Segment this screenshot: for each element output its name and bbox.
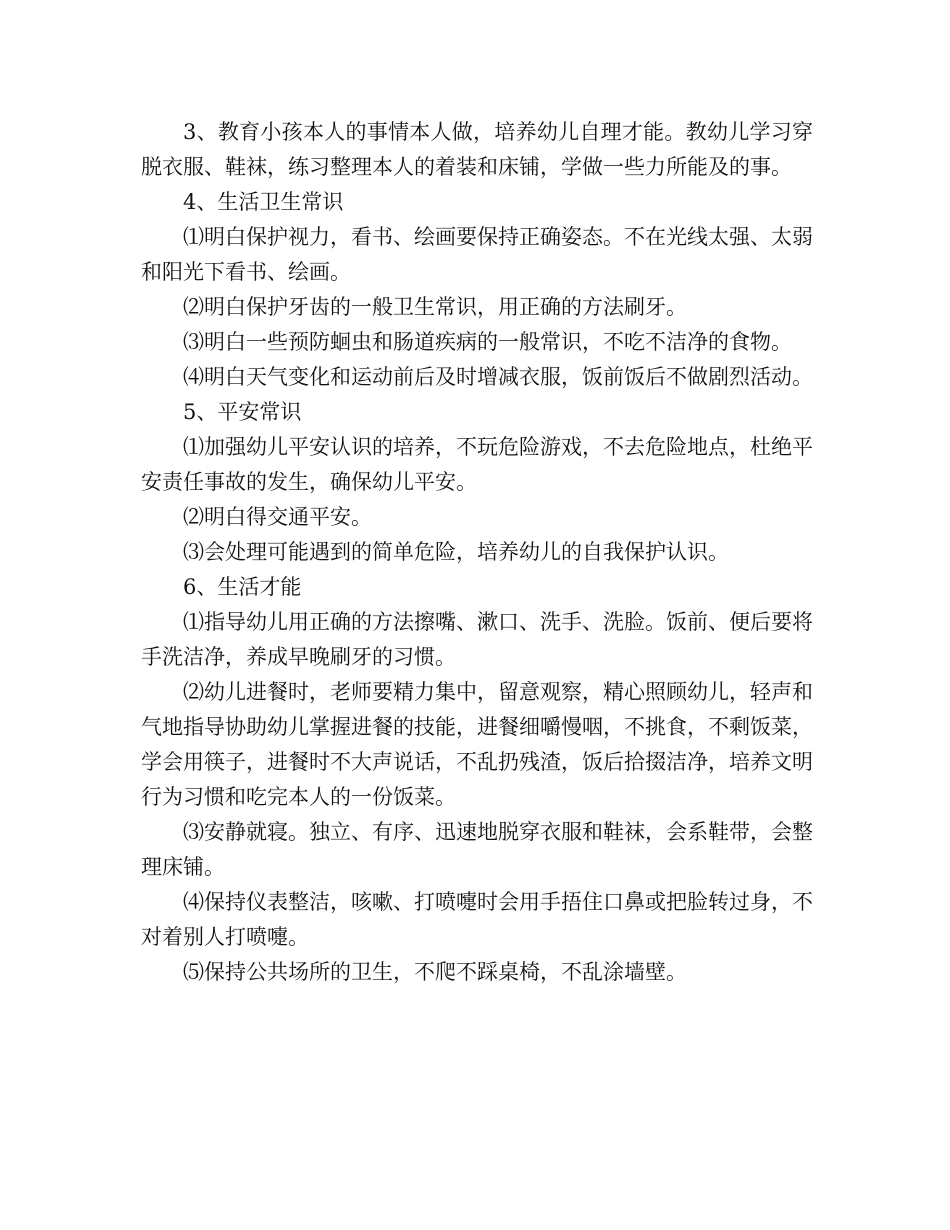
- list-item: ⑵明白保护牙齿的一般卫生常识，用正确的方法刷牙。: [183, 295, 687, 319]
- list-item: ⑶安静就寝。独立、有序、迅速地脱穿衣服和鞋袜，会系鞋带，会整理床铺。: [141, 820, 813, 879]
- list-item: ⑴指导幼儿用正确的方法擦嘴、漱口、洗手、洗脸。饭前、便后要将手洗洁净，养成早晚刷牙的习惯。: [141, 610, 813, 669]
- list-item: ⑷保持仪表整洁，咳嗽、打喷嚏时会用手捂住口鼻或把脸转过身，不对着别人打喷嚏。: [141, 890, 813, 949]
- list-item: ⑸保持公共场所的卫生，不爬不踩桌椅，不乱涂墙壁。: [183, 960, 687, 984]
- list-item: ⑴加强幼儿平安认识的培养，不玩危险游戏，不去危险地点，杜绝平安责任事故的发生，确保幼儿平安。: [141, 435, 813, 494]
- document-body: [141, 115, 813, 990]
- list-item: ⑶会处理可能遇到的简单危险，培养幼儿的自我保护认识。: [183, 540, 729, 564]
- list-item: ⑶明白一些预防蛔虫和肠道疾病的一般常识，不吃不洁净的食物。: [183, 330, 792, 354]
- list-item: ⑴明白保护视力，看书、绘画要保持正确姿态。不在光线太强、太弱和阳光下看书、绘画。: [141, 225, 813, 284]
- list-item: ⑷明白天气变化和运动前后及时增减衣服，饭前饭后不做剧烈活动。: [183, 365, 813, 389]
- list-item: ⑵明白得交通平安。: [183, 505, 372, 529]
- list-item: ⑵幼儿进餐时，老师要精力集中，留意观察，精心照顾幼儿，轻声和气地指导协助幼儿掌握进餐的技能，进餐细嚼慢咽，不挑食，不剩饭菜，学会用筷子，进餐时不大声说话，不乱扔残渣，饭后拾掇洁净，培养文明行为习惯和吃完本人的一份饭菜。: [141, 680, 813, 809]
- section-heading-life-skills: 6、生活才能: [183, 575, 302, 599]
- section-heading-hygiene: 4、生活卫生常识: [183, 190, 344, 214]
- paragraph-self-care: 3、教育小孩本人的事情本人做，培养幼儿自理才能。教幼儿学习穿脱衣服、鞋袜，练习整理本人的着装和床铺，学做一些力所能及的事。: [141, 120, 813, 179]
- section-heading-safety: 5、平安常识: [183, 400, 302, 424]
